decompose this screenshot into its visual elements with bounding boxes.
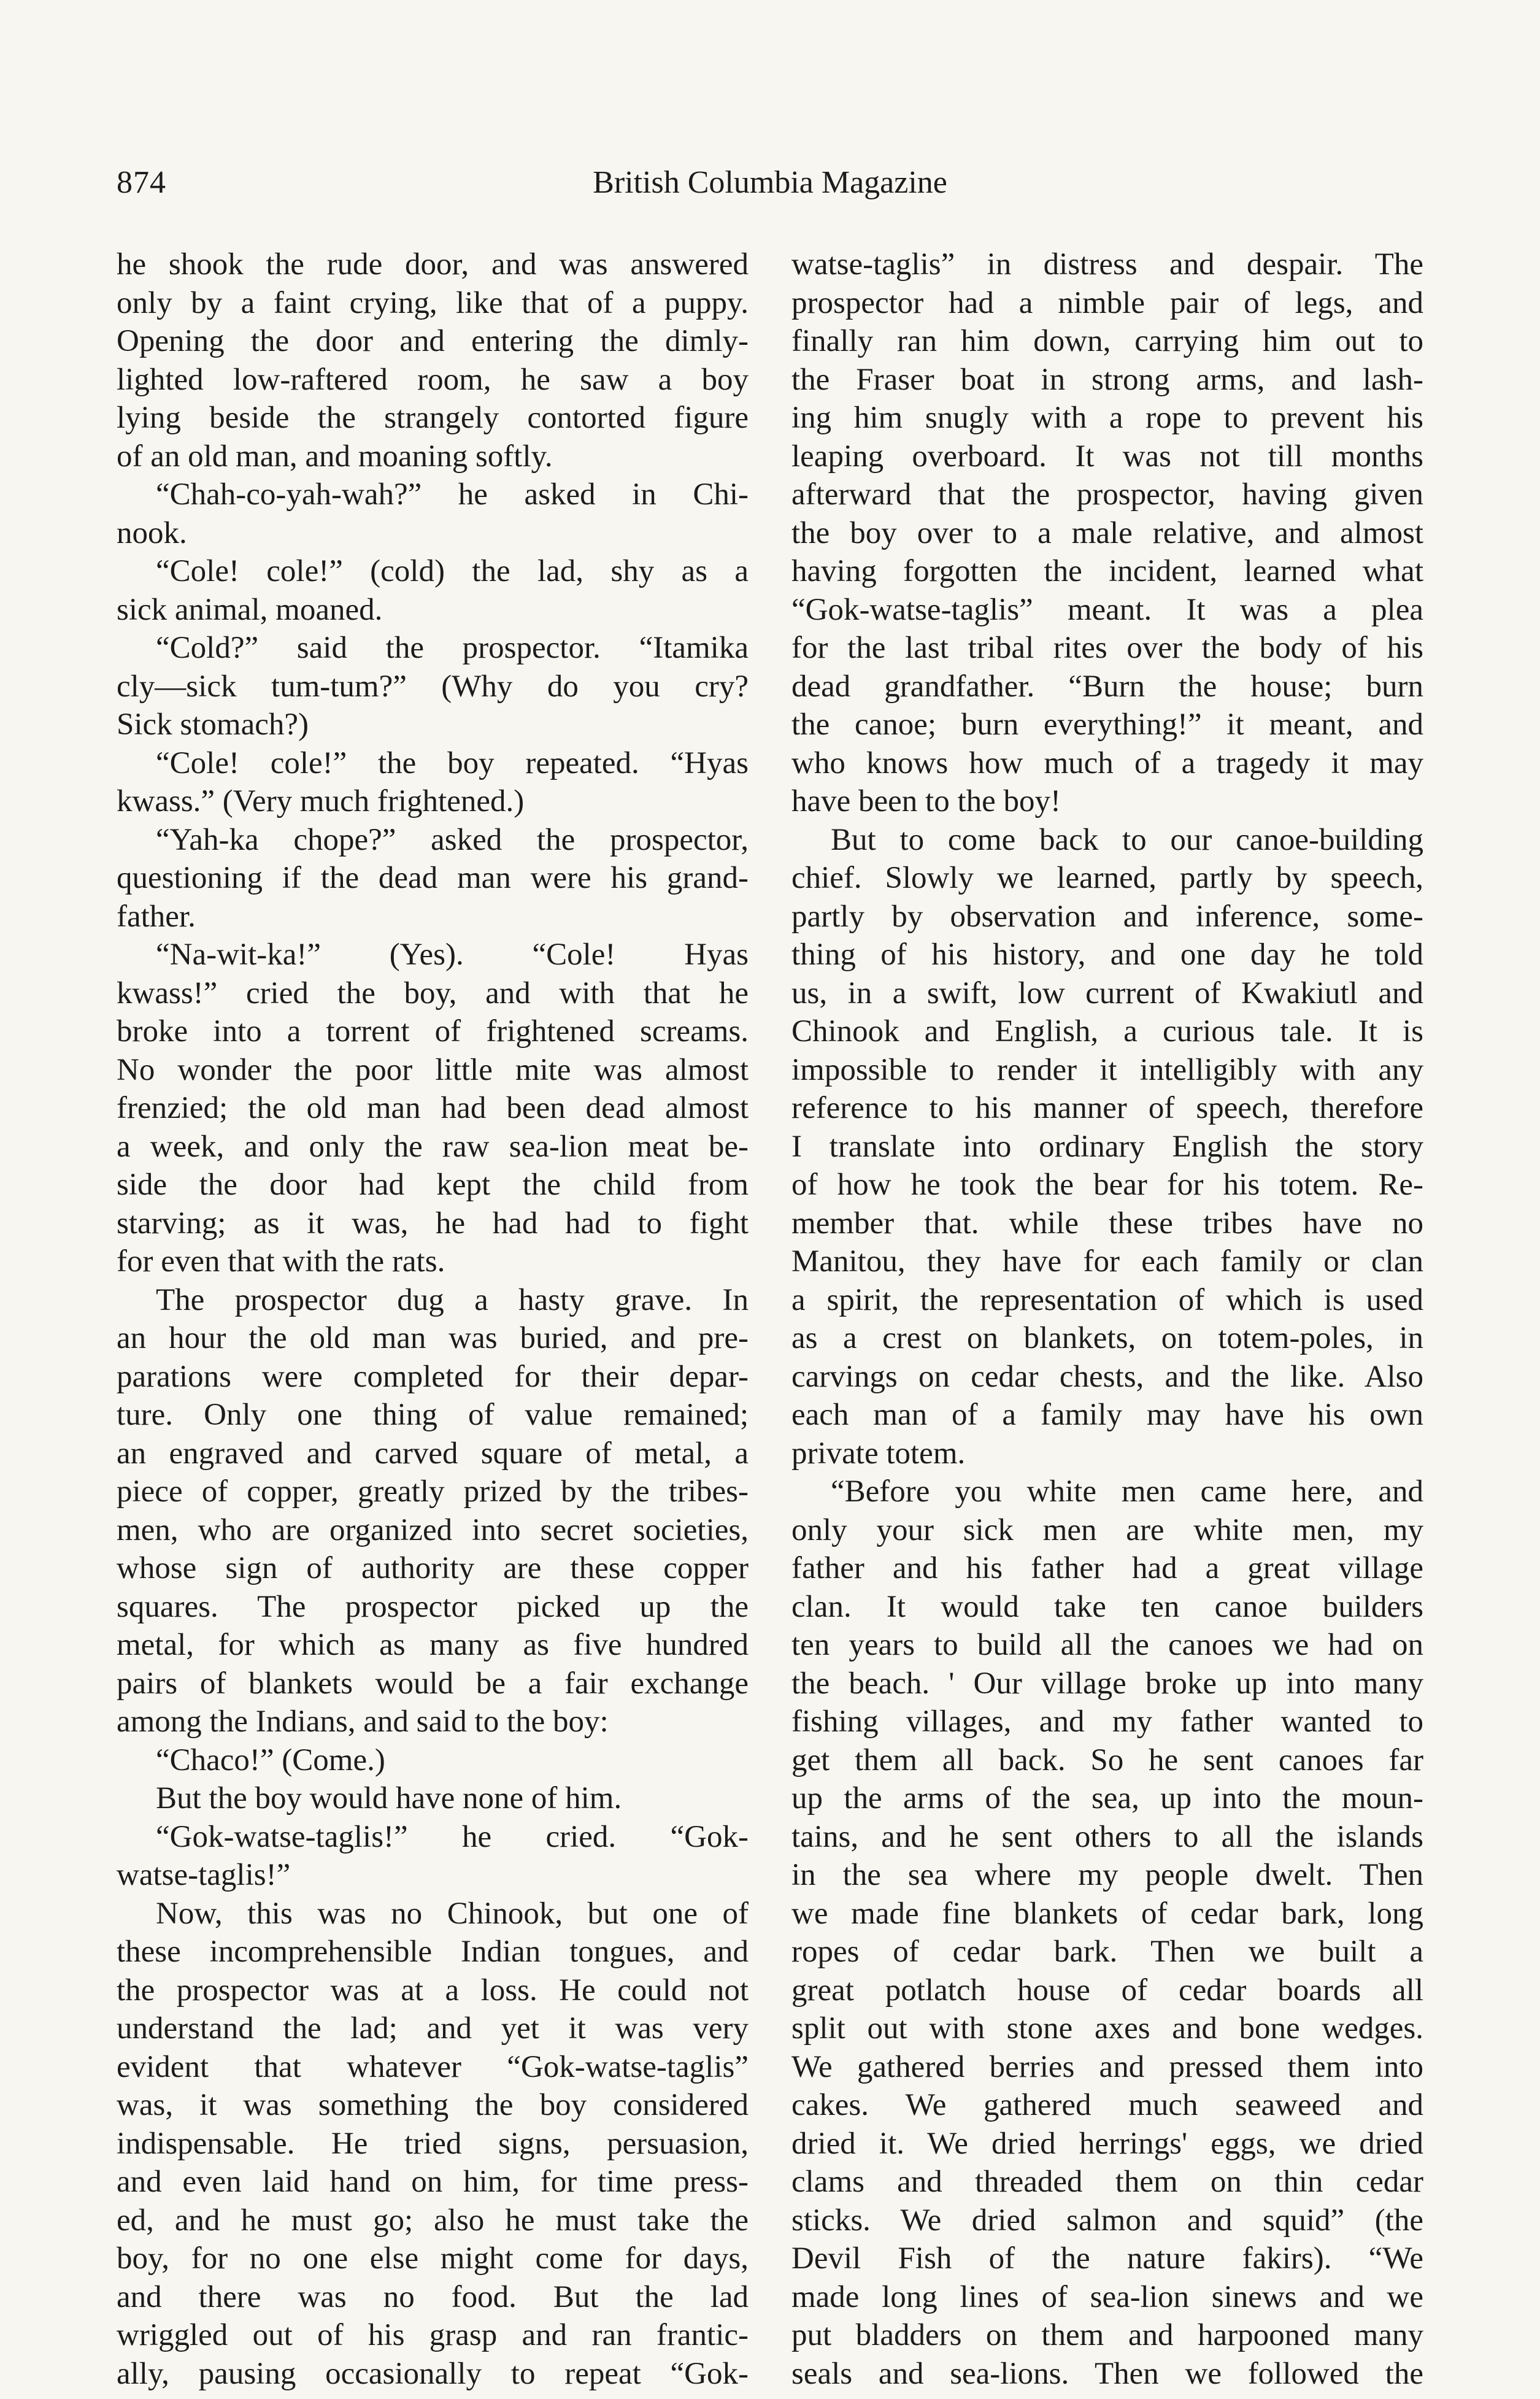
text-line: among the Indians, and said to the boy: [117, 1704, 609, 1739]
text-line: We gathered berries and pressed them into [791, 2049, 1423, 2084]
text-line: as a crest on blankets, on totem-poles, in [791, 1321, 1423, 1355]
text-line: us, in a swift, low current of Kwakiutl and [791, 976, 1423, 1011]
text-line: private totem. [791, 1436, 966, 1471]
text-line: ed, and he must go; also he must take the [117, 2203, 749, 2238]
text-line: “Before you white men came here, and [831, 1474, 1423, 1509]
text-line: No wonder the poor little mite was almost [117, 1052, 749, 1087]
text-line: fishing villages, and my father wanted to [791, 1704, 1423, 1739]
text-line: questioning if the dead man were his grand- [117, 861, 749, 895]
text-line: cakes. We gathered much seaweed and [791, 2088, 1423, 2122]
running-head: British Columbia Magazine [593, 164, 947, 200]
text-line: up the arms of the sea, up into the moun- [791, 1781, 1423, 1816]
text-line: having forgotten the incident, learned what [791, 554, 1423, 588]
text-line: pairs of blankets would be a fair exchange [117, 1666, 749, 1701]
text-line: broke into a torrent of frightened screams. [117, 1014, 749, 1049]
text-line: in the sea where my people dwelt. Then [791, 1858, 1423, 1892]
text-line: who knows how much of a tragedy it may [791, 745, 1423, 780]
text-line: the beach. ' Our village broke up into many [791, 1666, 1423, 1701]
text-line: great potlatch house of cedar boards all [791, 1973, 1423, 2008]
text-line: afterward that the prospector, having given [791, 477, 1423, 512]
text-line: for even that with the rats. [117, 1244, 445, 1279]
text-line: kwass!” cried the boy, and with that he [117, 976, 749, 1011]
text-line: “Cole! cole!” (cold) the lad, shy as a [156, 554, 749, 588]
text-line: Devil Fish of the nature fakirs). “We [791, 2241, 1423, 2276]
text-line: tains, and he sent others to all the islands [791, 1819, 1423, 1854]
text-line: prospector had a nimble pair of legs, and [791, 285, 1423, 320]
text-line: an hour the old man was buried, and pre- [117, 1321, 749, 1355]
text-line: starving; as it was, he had had to fight [117, 1206, 749, 1241]
text-line: ing him snugly with a rope to prevent his [791, 401, 1423, 435]
text-line: “Chah-co-yah-wah?” he asked in Chi- [156, 477, 749, 512]
text-line: the Fraser boat in strong arms, and lash- [791, 362, 1423, 397]
text-line: the boy over to a male relative, and almost [791, 515, 1423, 550]
text-line: ropes of cedar bark. Then we built a [791, 1935, 1423, 1969]
text-line: each man of a family may have his own [791, 1398, 1423, 1432]
text-line: member that. while these tribes have no [791, 1206, 1423, 1241]
text-line: he shook the rude door, and was answered [117, 247, 749, 282]
text-line: the canoe; burn everything!” it meant, and [791, 707, 1423, 742]
text-line: leaping overboard. It was not till months [791, 439, 1423, 474]
text-line: squares. The prospector picked up the [117, 1589, 749, 1624]
text-line: evident that whatever “Gok-watse-taglis” [117, 2049, 749, 2084]
text-line: carvings on cedar chests, and the like. Also [791, 1359, 1423, 1394]
text-line: “Gok-watse-taglis” meant. It was a plea [791, 592, 1423, 627]
text-line: lying beside the strangely contorted figure [117, 401, 749, 435]
text-line: cly—sick tum-tum?” (Why do you cry? [117, 669, 749, 704]
text-line: But the boy would have none of him. [156, 1781, 622, 1816]
text-line: have been to the boy! [791, 784, 1061, 818]
text-line: whose sign of authority are these copper [117, 1551, 749, 1585]
text-line: frenzied; the old man had been dead almost [117, 1091, 749, 1125]
text-line: of an old man, and moaning softly. [117, 439, 553, 474]
text-columns [117, 245, 1423, 2393]
text-line: an engraved and carved square of metal, a [117, 1436, 749, 1471]
text-line: thing of his history, and one day he told [791, 938, 1423, 972]
text-line: Now, this was no Chinook, but one of [156, 1896, 749, 1931]
text-line: partly by observation and inference, some- [791, 899, 1423, 934]
text-line: kwass.” (Very much frightened.) [117, 784, 525, 818]
text-line: chief. Slowly we learned, partly by speech, [791, 861, 1423, 895]
text-line: put bladders on them and harpooned many [791, 2318, 1423, 2352]
text-line: these incomprehensible Indian tongues, and [117, 1935, 749, 1969]
text-line: “Gok-watse-taglis!” he cried. “Gok- [156, 1819, 749, 1854]
text-line: dried it. We dried herrings' eggs, we dried [791, 2126, 1423, 2161]
text-line: indispensable. He tried signs, persuasion, [117, 2126, 749, 2161]
text-line: and there was no food. But the lad [117, 2279, 749, 2314]
text-line: father and his father had a great village [791, 1551, 1423, 1585]
text-line: parations were completed for their depar- [117, 1359, 749, 1394]
text-line: reference to his manner of speech, therefore [791, 1091, 1423, 1125]
text-line: The prospector dug a hasty grave. In [156, 1282, 749, 1317]
text-line: Chinook and English, a curious tale. It is [791, 1014, 1423, 1049]
text-line: we made fine blankets of cedar bark, long [791, 1896, 1423, 1931]
text-line: side the door had kept the child from [117, 1168, 749, 1202]
text-line: for the last tribal rites over the body of his [791, 631, 1423, 665]
text-line: get them all back. So he sent canoes far [791, 1742, 1423, 1777]
text-line: clams and threaded them on thin cedar [791, 2165, 1423, 2199]
text-line: lighted low-raftered room, he saw a boy [117, 362, 749, 397]
text-line: piece of copper, greatly prized by the tribes- [117, 1474, 749, 1509]
text-line: a spirit, the representation of which is used [791, 1282, 1423, 1317]
text-line: ten years to build all the canoes we had on [791, 1628, 1423, 1662]
text-line: Opening the door and entering the dimly- [117, 324, 749, 358]
text-line: watse-taglis!” [117, 1858, 291, 1892]
text-line: only by a faint crying, like that of a puppy. [117, 285, 749, 320]
text-line: split out with stone axes and bone wedges. [791, 2011, 1423, 2046]
text-line: finally ran him down, carrying him out to [791, 324, 1423, 358]
text-line: a week, and only the raw sea-lion meat be- [117, 1129, 749, 1164]
text-line: sick animal, moaned. [117, 592, 383, 627]
text-line: metal, for which as many as five hundred [117, 1628, 749, 1662]
text-line: Sick stomach?) [117, 707, 309, 742]
text-line: I translate into ordinary English the story [791, 1129, 1423, 1164]
text-line: “Na-wit-ka!” (Yes). “Cole! Hyas [156, 938, 749, 972]
left-column [117, 245, 749, 2393]
right-column [791, 245, 1423, 2393]
text-line: of how he took the bear for his totem. Re- [791, 1168, 1423, 1202]
text-line: clan. It would take ten canoe builders [791, 1589, 1423, 1624]
text-line: watse-taglis” in distress and despair. The [791, 247, 1423, 282]
text-line: impossible to render it intelligibly with any [791, 1052, 1423, 1087]
text-line: ture. Only one thing of value remained; [117, 1398, 749, 1432]
page-number: 874 [117, 164, 166, 200]
text-line: seals and sea-lions. Then we followed the [791, 2356, 1423, 2391]
text-line: “Cole! cole!” the boy repeated. “Hyas [156, 745, 749, 780]
text-line: But to come back to our canoe-building [831, 822, 1423, 857]
text-line: “Yah-ka chope?” asked the prospector, [156, 822, 749, 857]
text-line: sticks. We dried salmon and squid” (the [791, 2203, 1423, 2238]
text-line: only your sick men are white men, my [791, 1512, 1423, 1547]
text-line: and even laid hand on him, for time press- [117, 2165, 749, 2199]
text-line: ally, pausing occasionally to repeat “Gok- [117, 2356, 749, 2391]
text-line: understand the lad; and yet it was very [117, 2011, 749, 2046]
text-line: “Cold?” said the prospector. “Itamika [156, 631, 749, 665]
text-line: men, who are organized into secret societies, [117, 1512, 749, 1547]
text-line: “Chaco!” (Come.) [156, 1742, 385, 1777]
text-line: made long lines of sea-lion sinews and we [791, 2279, 1423, 2314]
text-line: was, it was something the boy considered [117, 2088, 749, 2122]
page-header [117, 161, 1423, 204]
text-line: boy, for no one else might come for days, [117, 2241, 749, 2276]
text-line: the prospector was at a loss. He could not [117, 1973, 749, 2008]
text-line: dead grandfather. “Burn the house; burn [791, 669, 1423, 704]
text-line: nook. [117, 515, 187, 550]
text-line: Manitou, they have for each family or clan [791, 1244, 1423, 1279]
text-line: wriggled out of his grasp and ran frantic- [117, 2318, 749, 2352]
text-line: father. [117, 899, 196, 934]
